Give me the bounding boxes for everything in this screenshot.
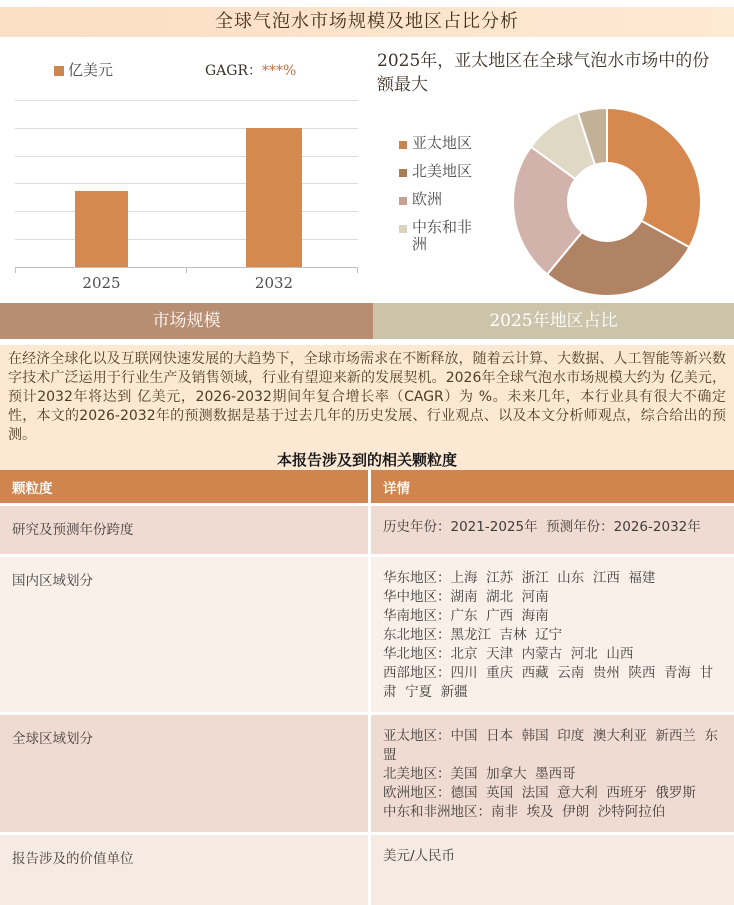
detail-line: 华中地区：湖南 湖北 河南 [383, 589, 549, 605]
gridline [15, 128, 358, 129]
detail-line: 华南地区：广东 广西 海南 [383, 608, 549, 624]
detail-line: 华东地区：上海 江苏 浙江 山东 江西 福建 [383, 570, 656, 586]
donut-slice-亚太地区 [607, 108, 701, 247]
summary-section [0, 345, 734, 470]
gridline [15, 183, 358, 184]
row-label: 全球区域划分 [0, 715, 371, 832]
table-body [0, 506, 734, 905]
table-row [0, 557, 734, 712]
table-row [0, 835, 734, 905]
tab-market-size[interactable]: 市场规模 [0, 303, 373, 339]
gridline [15, 239, 358, 240]
row-label: 报告涉及的价值单位 [0, 835, 371, 905]
gridline [15, 100, 358, 101]
row-detail [371, 506, 734, 554]
detail-line: 亚太地区：中国 日本 韩国 印度 澳大利亚 新西兰 东盟 [383, 728, 718, 763]
detail-line: 北美地区：美国 加拿大 墨西哥 [383, 766, 576, 782]
legend-label: 亚太地区 [412, 134, 473, 152]
legend-label: 中东和非洲 [412, 218, 473, 253]
table-header-row [0, 470, 734, 503]
x-axis-tick [15, 267, 16, 273]
detail-line: 中东和非洲地区：南非 埃及 伊朗 沙特阿拉伯 [383, 804, 666, 820]
detail-line: 欧洲地区：德国 英国 法国 意大利 西班牙 俄罗斯 [383, 785, 696, 801]
granularity-table [0, 470, 734, 905]
legend-swatch-icon [399, 169, 407, 177]
cagr-label: GAGR： [205, 63, 263, 79]
bar-2032 [246, 128, 302, 267]
row-label: 研究及预测年份跨度 [0, 506, 371, 554]
row-detail [371, 715, 734, 832]
table-header-granularity: 颗粒度 [0, 470, 371, 503]
x-axis-tick [186, 267, 187, 273]
row-label: 国内区域划分 [0, 557, 371, 712]
gridline [15, 211, 358, 212]
cagr-value: ***% [262, 63, 297, 79]
bar-category-label: 2032 [254, 274, 294, 292]
donut-chart [367, 45, 734, 303]
bar-category-label: 2025 [82, 274, 121, 292]
donut-legend-item-北美地区 [399, 163, 476, 180]
donut-legend [399, 135, 476, 264]
bar-chart-legend [54, 59, 113, 80]
detail-line: 东北地区：黑龙江 吉林 辽宁 [383, 627, 563, 643]
row-detail [371, 835, 734, 905]
donut-legend-item-中东和非洲 [399, 219, 476, 253]
x-axis-tick [357, 267, 358, 273]
detail-line: 华北地区：北京 天津 内蒙古 河北 山西 [383, 646, 634, 662]
detail-line: 西部地区：四川 重庆 西藏 云南 贵州 陕西 青海 甘肃 宁夏 新疆 [383, 665, 714, 700]
legend-label: 北美地区 [412, 162, 473, 180]
donut-plot [511, 106, 703, 298]
tab-bar [0, 303, 734, 339]
cagr-text [205, 60, 296, 80]
legend-unit-label: 亿美元 [68, 61, 114, 79]
donut-legend-item-亚太地区 [399, 135, 476, 152]
summary-paragraph: 在经济全球化以及互联网快速发展的大趋势下，全球市场需求在不断释放，随着云计算、大数据、人工智能等新兴数字技术广泛运用于行业生产及销售领域，行业有望迎来新的发展契机。2026年全球气泡水市场规模大约为 亿美元，预计2032年将达到 亿美元，2026-2032期间年复合增长率（CAGR）为 %。未来几年，本行业具有很大不确定性，本文的2026-2032年的预测数据是基于过去几年的历史发展、行业观点、以及本文分析师观点，综合给出的预测。 [8, 351, 726, 443]
donut-legend-item-欧洲 [399, 191, 476, 208]
page-title: 全球气泡水市场规模及地区占比分析 [0, 7, 734, 37]
legend-swatch-icon [399, 141, 407, 149]
legend-swatch-icon [399, 225, 407, 233]
tab-region-share[interactable]: 2025年地区占比 [373, 303, 734, 339]
gridline [15, 156, 358, 157]
row-detail [371, 557, 734, 712]
bar-plot-area [15, 100, 358, 292]
table-row [0, 506, 734, 554]
granularity-table-heading: 本报告涉及到的相关颗粒度 [276, 451, 457, 469]
bar-2025 [75, 191, 128, 267]
donut-chart-title: 2025年，亚太地区在全球气泡水市场中的份额最大 [377, 51, 710, 95]
legend-swatch-icon [54, 66, 64, 76]
detail-line: 美元/人民币 [383, 848, 456, 864]
legend-label: 欧洲 [412, 190, 443, 208]
bar-chart [0, 45, 367, 303]
charts-row [0, 45, 734, 303]
detail-line: 历史年份：2021-2025年 预测年份：2026-2032年 [383, 519, 701, 535]
legend-swatch-icon [399, 197, 407, 205]
table-header-detail: 详情 [383, 480, 410, 497]
table-row [0, 715, 734, 832]
